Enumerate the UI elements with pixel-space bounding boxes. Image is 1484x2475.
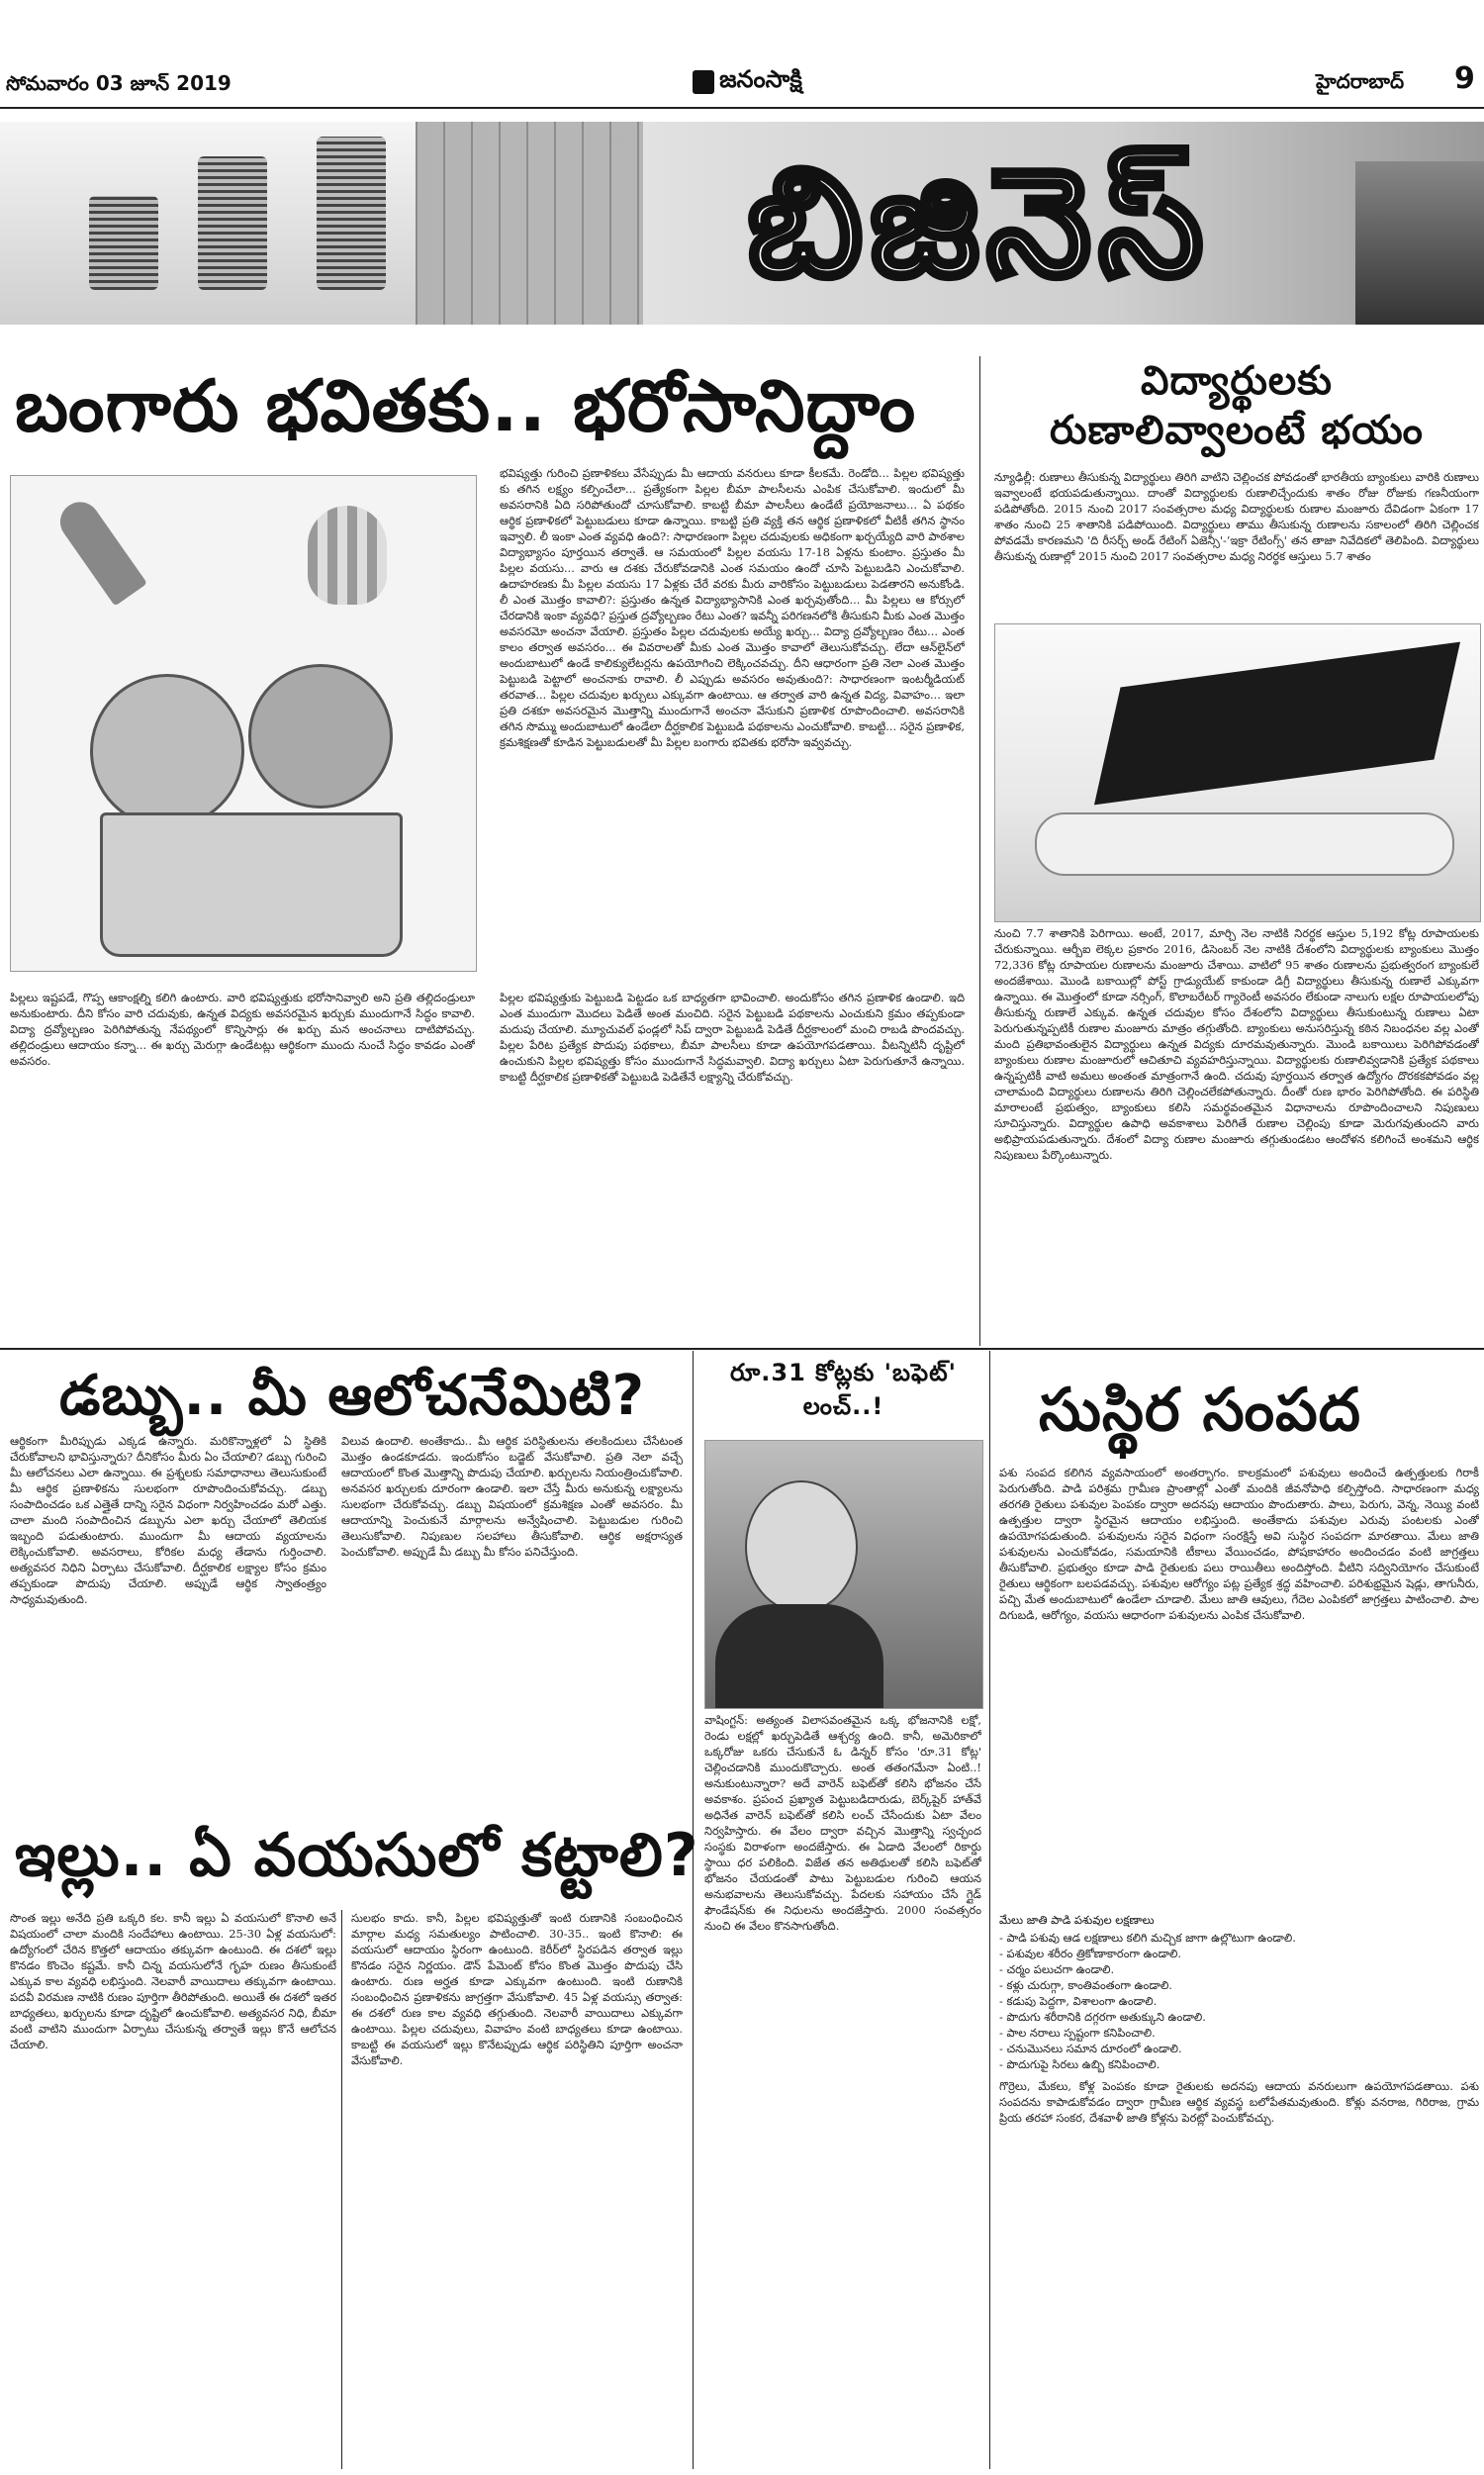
masthead-logo (693, 65, 802, 99)
masthead-name: జనంసాక్షి (719, 65, 802, 93)
city-name: హైదరాబాద్ (1316, 69, 1405, 93)
article-body: సొంత ఇల్లు అనేది ప్రతి ఒక్కరి కల. కానీ ఇల్లు ఏ వయసులో కొనాలి అనే విషయంలో చాలా మందికి సందేహాలు ఉంటాయి. 25-30 ఏళ్ల వయసులో: ఉద్యోగంలో చేరిన కొత్తలో ఆదాయం తక్కువగా ఉంటుంది. ఈ దశలో ఇల్లు కొనడం కొంచెం కష్టమే. కానీ చిన్న వయసులోనే గృహ రుణం తీసుకుంటే ఎక్కువ కాల వ్యవధి లభిస్తుంది. నెలవారీ వాయిదాలు తక్కువగా ఉంటాయి. పదవీ విరమణ నాటికి రుణం పూర్తిగా తీరిపోతుంది. అయితే ఈ దశలో ఇతర బాధ్యతలు, ఖర్చులను కూడా దృష్టిలో ఉంచుకోవాలి. అత్యవసర నిధి, బీమా వంటి వాటిని ముందుగా ఏర్పాటు చేసుకున్న తర్వాతే ఇల్లు కొనే ఆలోచన చేయాలి. (10, 1911, 336, 2051)
article-headline (999, 356, 1474, 455)
diploma-scroll (1035, 812, 1454, 876)
coins-photo (0, 122, 416, 325)
coin-stack (89, 196, 158, 290)
article-headline: ఇల్లు.. ఏ వయసులో కట్టాలి? (15, 1821, 699, 1890)
article-headline (707, 1356, 979, 1423)
section-rule (0, 1348, 1484, 1350)
article-headline: సుస్థిర సంపద (1039, 1376, 1362, 1445)
boy-figure (90, 674, 244, 828)
girl-figure (248, 664, 393, 809)
column-rule (693, 1351, 694, 2469)
stock-exchange-photo (1355, 161, 1484, 325)
list-item: - పాడి పశువు ఆడ లక్షణాలు కలిగి మచ్చిక జాగా ఉల్లొటుగా ఉండాలి. (999, 1931, 1296, 1945)
list-item: - పాల నరాలు స్పష్టంగా కనిపించాలి. (999, 2026, 1156, 2040)
list-item: - పొదుగుపై సిరలు ఉబ్బి కనిపించాలి. (999, 2057, 1160, 2071)
article-headline: డబ్బు.. మీ ఆలోచనేమిటి? (59, 1364, 646, 1428)
list-item: - పొదుగు శరీరానికి దగ్గరగా అతుక్కుని ఉండాలి. (999, 2010, 1206, 2024)
section-banner (0, 122, 1484, 325)
portrait-suit (715, 1604, 883, 1708)
banner-title: బిజినెస్ (748, 138, 1211, 310)
list-item: - చర్మం పలుచగా ఉండాలి. (999, 1962, 1115, 1976)
article-headline: బంగారు భవితకు.. భరోసానిద్దాం (15, 364, 917, 447)
hot-air-balloon-icon (308, 506, 387, 605)
article-body: ఆర్థికంగా మీరిప్పుడు ఎక్కడ ఉన్నారు. మరికొన్నాళ్లలో ఏ స్థితికి చేరుకోవాలని భావిస్తున్నారు? దీనికోసం మీరు ఏం చేయాలి? డబ్బు గురించి మీ ఆలోచనలు ఎలా ఉన్నాయి. ఈ ప్రశ్నలకు సమాధానాలు తెలుసుకుంటే మీ ఆర్థిక ప్రణాళికను సులభంగా రూపొందించుకోవచ్చు. డబ్బు సంపాదించడం ఒక ఎత్తైతే దాన్ని సరైన విధంగా నిర్వహించడం మరో ఎత్తు. చాలా మంది సంపాదించిన డబ్బును ఎలా ఖర్చు చేయాలో తెలియక ఇబ్బంది పడుతుంటారు. ముందుగా మీ ఆదాయ వ్యయాలను లెక్కించుకోవాలి. అవసరాలు, కోరికల మధ్య తేడాను గుర్తించాలి. అత్యవసర నిధిని ఏర్పాటు చేసుకోవాలి. దీర్ఘకాలిక లక్ష్యాల కోసం క్రమం తప్పకుండా పొదుపు చేయాలి. అప్పుడే ఆర్థిక స్వాతంత్ర్యం సాధ్యమవుతుంది. (10, 1434, 326, 1606)
rocket-icon (52, 494, 147, 606)
list-item: - పశువుల శరీరం త్రికోణాకారంగా ఉండాలి. (999, 1947, 1182, 1960)
open-book-icon (100, 812, 403, 957)
graduation-cap-icon (1094, 642, 1460, 806)
logo-mark-icon (693, 70, 714, 94)
article-body: న్యూఢిల్లీ: రుణాలు తీసుకున్న విద్యార్థులు తిరిగి వాటిని చెల్లించక పోవడంతో భారతీయ బ్యాంకులు వారికి రుణాలు ఇవ్వాలంటే భయపడుతున్నాయి. దాంతో విద్యార్థులకు రుణాలిచ్చేందుకు శాతం రోజు రోజుకు గణనీయంగా పడిపోతోంది. 2015 నుంచి 2017 సంవత్సరాల మధ్య విద్యార్థులకు రుణాల మంజూరు దేవిడంగా ఏకంగా 17 శాతం నుంచి 25 శాతానికి పడిపోయింది. విద్యార్థులు తాము తీసుకున్న రుణాలను సకాలంలో తిరిగి చెల్లించక పోవడమే కారణమని 'ది రీసర్చ్ అండ్ రేటింగ్ ఏజెన్సీ'-‘ఇక్రా రేటింగ్స్' తన తాజా నివేదికలో తెలిపింది. విద్యార్థులు తీసుకున్న రుణాల్లో 2015 నుంచి 2017 సంవత్సరాల మధ్య నిరర్థక ఆస్తులు 5.7 శాతం (994, 470, 1479, 563)
coin-stack (317, 137, 386, 290)
list-item: - కడుపు పెద్దగా, విశాలంగా ఉండాలి. (999, 1994, 1158, 2008)
article-body: పిల్లలు ఇష్టపడే, గొప్ప ఆకాంక్షల్ని కలిగి ఉంటారు. వారి భవిష్యత్తుకు భరోసానివ్వాలి అని ప్రతి తల్లిదండ్రులూ అనుకుంటారు. దీని కోసం వారి చదువుకు, ఉన్నత విద్యకు అవసరమైన ఖర్చుకు ముందుగానే సిద్ధం కావాలి. విద్యా ద్రవ్యోల్బణం పెరిగిపోతున్న నేపథ్యంలో కొన్నిసార్లు ఈ ఖర్చు మన అంచనాలు దాటిపోవచ్చు. తల్లిదండ్రులు ఆదాయం కన్నా... ఈ ఖర్చు మెరుగ్గా ఉండేటట్లు ఆర్థికంగా ముందు నుంచే సిద్ధం కావడం ఎంతో అవసరం. (10, 991, 475, 1068)
column-rule (989, 1351, 990, 2469)
article-body: భవిష్యత్తు గురించి ప్రణాళికలు వేసేప్పుడు మీ ఆదాయ వనరులు కూడా కీలకమే. రెండోది... పిల్లల భవిష్యత్తు కు తగిన లక్ష్యం కల్పించేలా... ప్రత్యేకంగా పిల్లల బీమా పాలసీలను ఎంపిక చేసుకోవాలి. ఇందులో మీ అవసరానికి ఏది సరిపోతుందో చూసుకోవాలి. కాబట్టి బీమా పాలసీలు ఉండేటే ప్రయోజనాలు... ఏ పథకం ఆర్థిక ప్రణాళికలో పెట్టుబడులు కూడా ఉన్నాయి. కాబట్టి ప్రతి వ్యక్తి తన ఆర్థిక ప్రణాళికలో వీటికీ తగిన స్థానం ఇవ్వాలి. లీ ఇంకా ఎంత వ్యవధి ఉంది?: సాధారణంగా పిల్లల చదువులకు అధికంగా ఖర్చయ్యేది వారి పాఠశాల విద్యాభ్యాసం పూర్తయిన తర్వాతే. ఆ సమయంలో పిల్లల వయసు 17-18 ఏళ్లను కుంటాం. ప్రస్తుతం మీ పిల్లల వయసు... వారు ఆ దశకు చేరుకోవడానికి ఎంత సమయం ఉందో చూసి పెట్టుబడిని ఎంచుకోవాలి. ఉదాహరణకు మీ పిల్లల వయసు 17 ఏళ్లకు చేరే వరకు మీరు వారికోసం పెట్టుబడులు పెడతారని అనుకోండి. లీ ఎంత మొత్తం కావాలి?: ప్రస్తుతం ఉన్నత విద్యాభ్యాసానికి ఎంత ఖర్చవుతోంది... మీ పిల్లలు ఆ కోర్సులో చేరడానికి ఇంకా వ్యవధి? ప్రస్తుత ద్రవ్యోల్బణం రేటు ఎంత? ఇవన్నీ పరిగణనలోకి తీసుకుని మీకు ఎంత మొత్తం అవసరమో అంచనా వేయాలి. ప్రస్తుతం పిల్లల చదువులకు అయ్యే ఖర్చు... విద్యా ద్రవ్యోల్బణం రేటు... ఎంత కాలం తర్వాత అవసరం... ఈ వివరాలతో మీకు ఎంత మొత్తం కావాలో తెలుసుకోవచ్చు. లేదా ఆన్‌లైన్‌లో అందుబాటులో ఉండే కాలిక్యులేటర్లను ఉపయోగించి లెక్కించవచ్చు. దీని ఆధారంగా ప్రతి నెలా ఎంత మొత్తం పెట్టుబడి పెట్టాలో అంచనాకు రావాలి. లీ ఎప్పుడు అవసరం అవుతుంది?: సాధారణంగా ఇంటర్మీడియట్ తరవాత... పిల్లల చదువుల ఖర్చులు ఎక్కువగా ఉంటాయి. ఆ తర్వాత వారి ఉన్నత విద్య, వివాహం... ఇలా ప్రతి దశకూ అవసరమైన మొత్తాన్ని ముందుగానే అంచనా వేసుకుని ప్రణాళిక రూపొందించాలి. అవసరానికి తగిన సొమ్ము అందుబాటులో ఉండేలా దీర్ఘకాలిక పెట్టుబడి పథకాలను ఎంచుకోవాలి. కాబట్టి... సరైన ప్రణాళిక, క్రమశిక్షణతో కూడిన పెట్టుబడులతో మీ పిల్లల బంగారు భవితకు భరోసా ఇవ్వవచ్చు. (500, 466, 965, 749)
stock-graph-photo (416, 122, 643, 325)
coin-stack (198, 156, 267, 290)
list-title: మేలు జాతి పాడి పశువుల లక్షణాలు (999, 1913, 1155, 1927)
article-body: పిల్లల భవిష్యత్తుకు పెట్టుబడి పెట్టడం ఒక బాధ్యతగా భావించాలి. అందుకోసం తగిన ప్రణాళిక ఉండాలి. ఇది ఎంత ముందుగా మొదలు పెడితే అంత మంచిది. సరైన పెట్టుబడి పథకాలను ఎంచుకుని క్రమం తప్పకుండా మదుపు చేయాలి. మ్యూచువల్ ఫండ్లలో సిప్ ద్వారా పెట్టుబడి పెడితే దీర్ఘకాలంలో మంచి రాబడి పొందవచ్చు. పిల్లల పేరిట ప్రత్యేక పొదుపు పథకాలు, బీమా పాలసీలు కూడా ఉపయోగపడతాయి. వీటన్నిటినీ దృష్టిలో ఉంచుకుని పిల్లల భవిష్యత్తు కోసం ముందుగానే సిద్ధమవ్వాలి. విద్యా ఖర్చులు ఏటా పెరుగుతూనే ఉన్నాయి. కాబట్టి దీర్ఘకాలిక ప్రణాళికతో పెట్టుబడి పెడితేనే లక్ష్యాన్ని చేరుకోవచ్చు. (500, 991, 965, 1084)
column-rule (341, 1910, 342, 2469)
page-number: 9 (1454, 61, 1475, 96)
header-rule (0, 107, 1484, 109)
issue-date: సోమవారం 03 జూన్ 2019 (6, 71, 232, 95)
headline-line: రూ.31 కోట్లకు 'బఫెట్' లంచ్..! (730, 1359, 957, 1420)
warren-buffett-photo (704, 1440, 983, 1709)
article-body: వాషింగ్టన్: అత్యంత విలాసవంతమైన ఒక్క భోజనానికి లక్షో, రెండు లక్షల్లో ఖర్చుపెడితే ఆశ్చర్య ఉంది. కానీ, అమెరికాలో ఒక్కరోజు ఒకరు చేసుకునే ఓ డిన్నర్ కోసం 'రూ.31 కోట్ల' చెల్లించడానికి ముందుకొచ్చారు. అంత తతంగమేనా ఏంటి..! అనుకుంటున్నారా? అదే వారెన్ బఫెట్‌తో కలిసి భోజనం చేసే అవకాశం. ప్రపంచ ప్రఖ్యాత పెట్టుబడిదారుడు, బెర్క్‌షైర్ హాత్‌వే అధినేత వారెన్ బఫెట్‌తో కలిసి లంచ్ చేసేందుకు ఏటా వేలం నిర్వహిస్తారు. ఈ వేలం ద్వారా వచ్చిన మొత్తాన్ని స్వచ్ఛంద సంస్థకు విరాళంగా అందజేస్తారు. ఈ ఏడాది వేలంలో రికార్డు స్థాయి ధర పలికింది. విజేత తన అతిథులతో కలిసి బఫెట్‌తో భోజనం చేయడంతో పాటు పెట్టుబడుల గురించి ఆయన అనుభవాలను తెలుసుకోవచ్చు. పేదలకు సహాయం చేసే గ్లైడ్ ఫౌండేషన్‌కు ఈ నిధులను అందజేస్తారు. 2000 సంవత్సరం నుంచి ఈ వేలం కొనసాగుతోంది. (704, 1713, 981, 1933)
column-rule (979, 356, 980, 1346)
list-item: - చనుమొనలు సమాన దూరంలో ఉండాలి. (999, 2042, 1182, 2055)
headline-line: విద్యార్థులకు రుణాలివ్వాలంటే భయం (1050, 358, 1424, 453)
feature-list (999, 1930, 1479, 2072)
graduation-cap-photo (994, 623, 1481, 922)
article-body: సులభం కాదు. కానీ, పిల్లల భవిష్యత్తుతో ఇంటి రుణానికి సంబంధించిన మార్గాల మధ్య సమతుల్యం పాటించాలి. 30-35.. ఇంటి కొనాలి: ఈ వయసులో ఆదాయం స్థిరంగా ఉంటుంది. కెరీర్‌లో స్థిరపడిన తర్వాత ఇల్లు కొనడం సరైన నిర్ణయం. డౌన్ పేమెంట్ కోసం కొంత మొత్తం పొదుపు చేసి ఉంటారు. రుణ అర్హత కూడా ఎక్కువగా ఉంటుంది. ఇంటి రుణానికి సంబంధించిన ప్రణాళికను జాగ్రత్తగా వేసుకోవాలి. 45 ఏళ్ల వయస్సు తర్వాత: ఈ దశలో రుణ కాల వ్యవధి తగ్గుతుంది. నెలవారీ వాయిదాలు ఎక్కువగా ఉంటాయి. పిల్లల చదువులు, వివాహం వంటి బాధ్యతలు కూడా ఉంటాయి. కాబట్టి ఈ వయసులో ఇల్లు కొనేటప్పుడు ఆర్థిక పరిస్థితిని పూర్తిగా అంచనా వేసుకోవాలి. (351, 1911, 683, 2067)
article-body: గొర్రెలు, మేకలు, కోళ్ల పెంపకం కూడా రైతులకు అదనపు ఆదాయ వనరులుగా ఉపయోగపడతాయి. పశు సంపదను కాపాడుకోవడం ద్వారా గ్రామీణ ఆర్థిక వ్యవస్థ బలోపేతమవుతుంది. కోళ్లు వనరాజ, గిరిరాజ, గ్రామ ప్రియ తరహా సంకర, దేశవాళీ జాతి కోళ్లను పెరట్లో పెంచుకోవచ్చు. (999, 2079, 1479, 2125)
article-body: పశు సంపద కలిగిన వ్యవసాయంలో అంతర్భాగం. కాలక్రమంలో పశువులు అందించే ఉత్పత్తులకు గిరాకీ పెరుగుతోంది. పాడి పరిశ్రమ గ్రామీణ ప్రాంతాల్లో ఎంతో మందికి జీవనోపాధి కల్పిస్తోంది. సాధారణంగా మధ్య తరగతి రైతులు పశువుల పెంపకం ద్వారా అదనపు ఆదాయం పొందుతారు. పాలు, పెరుగు, వెన్న, నెయ్యి వంటి ఉత్పత్తుల ద్వారా స్థిరమైన ఆదాయం లభిస్తుంది. అంతేకాదు పశువుల ఎరువు పంటలకు ఎంతో ఉపయోగపడుతుంది. పశువులను సరైన విధంగా సంరక్షిస్తే అవి సుస్థిర సంపదగా మారతాయి. మేలు జాతి పశువులను ఎంచుకోవడం, సమయానికి టీకాలు వేయించడం, పోషకాహారం అందించడం వంటి జాగ్రత్తలు తీసుకోవాలి. ప్రభుత్వం కూడా పాడి రైతులకు పలు రాయితీలు అందిస్తోంది. వీటిని సద్వినియోగం చేసుకుంటే రైతులు ఆర్థికంగా బలపడవచ్చు. పశువుల ఆరోగ్యం పట్ల ప్రత్యేక శ్రద్ధ వహించాలి. పరిశుభ్రమైన షెడ్లు, తాగునీరు, పచ్చి మేత అందుబాటులో ఉండేలా చూడాలి. మేలు జాతి ఆవులు, గేదెల ఎంపికలో జాగ్రత్తలు పాటించాలి. పాల దిగుబడి, ఆరోగ్యం, వయసు ఆధారంగా పశువులను ఎంపిక చేసుకోవాలి. (999, 1466, 1479, 1622)
list-item: - కళ్లు చురుగ్గా, కాంతివంతంగా ఉండాలి. (999, 1978, 1172, 1992)
portrait-face (745, 1480, 858, 1613)
article-body: విలువ ఉందాలి. అంతేకాదు.. మీ ఆర్థిక పరిస్థితులను తలకిందులు చేసేటంత మొత్తం ఉండకూడదు. ఇందుకోసం బడ్జెట్ వేసుకోవాలి. ప్రతి నెలా వచ్చే ఆదాయంలో కొంత మొత్తాన్ని పొదుపు చేయాలి. ఖర్చులను నియంత్రించుకోవాలి. అనవసర ఖర్చులకు దూరంగా ఉండాలి. ఇలా చేస్తే మీరు అనుకున్న లక్ష్యాలను సులభంగా చేరుకోవచ్చు. డబ్బు విషయంలో క్రమశిక్షణ ఎంతో అవసరం. మీ ఆదాయాన్ని పెంచుకునే మార్గాలను అన్వేషించాలి. పెట్టుబడుల గురించి తెలుసుకోవాలి. నిపుణుల సలహాలు తీసుకోవాలి. ఆర్థిక అక్షరాస్యత పెంచుకోవాలి. అప్పుడే మీ డబ్బు మీ కోసం పనిచేస్తుంది. (341, 1434, 683, 1559)
article-body: నుంచి 7.7 శాతానికి పెరిగాయి. అంటే, 2017, మార్చి నెల నాటికి నిరర్థక ఆస్తుల 5,192 కోట్ల రూపాయలకు చేరుకున్నాయి. ఆర్బీఐ లెక్కల ప్రకారం 2016, డిసెంబర్ నెల నాటికి దేశంలోని విద్యార్థులకు బ్యాంకులు మొత్తం 72,336 కోట్ల రూపాయల రుణాలను మంజూరు చేశాయి. వాటిలో 95 శాతం రుణాలను ప్రభుత్వరంగ బ్యాంకులే అందజేశాయి. మొండి బకాయిల్లో పోస్ట్ గ్రాడ్యుయేట్ కాకుండా డిగ్రీ విద్యార్థులు తీసుకున్న రుణాలే ఎక్కువగా ఉన్నాయి. ఈ మొత్తంలో కూడా నర్సింగ్, కొలాబరేటర్ గ్యారెంటీ అవసరం లేకుండా నాలుగు లక్షల రూపాయలలోపు తీసుకున్న రుణాలే ఎక్కువ. ఉన్నత చదువుల కోసం దేశంలోని విద్యార్థులు తీసుకుంటున్న రుణాలు ఏటా పెరుగుతున్నప్పటికీ రుణాల మంజూరు మాత్రం తగ్గుతోంది. బ్యాంకులు అనుసరిస్తున్న కఠిన నిబంధనల వల్ల ఎంతో మంది ప్రతిభావంతులైన విద్యార్థులు ఉన్నత విద్యకు దూరమవుతున్నారు. మొండి బకాయిలు పెరిగిపోవడంతో బ్యాంకులు రుణాల మంజూరులో ఆచితూచి వ్యవహరిస్తున్నాయి. విద్యార్థులకు రుణాలివ్వడానికి ప్రత్యేక పథకాలు ఉన్నప్పటికీ వాటి అమలు అంతంత మాత్రంగానే ఉంది. చదువు పూర్తయిన తర్వాత ఉద్యోగం దొరకకపోవడం వల్ల చాలామంది విద్యార్థులు రుణాలను తిరిగి చెల్లించలేకపోతున్నారు. దీంతో రుణ భారం పెరిగిపోతోంది. ఈ పరిస్థితి మారాలంటే ప్రభుత్వం, బ్యాంకులు కలిసి సమర్థవంతమైన విధానాలను రూపొందించాలని నిపుణులు సూచిస్తున్నారు. విద్యార్థుల ఉపాధి అవకాశాలు పెరిగితే రుణాల చెల్లింపు కూడా మెరుగవుతుందని వారు అభిప్రాయపడుతున్నారు. దేశంలో విద్యా రుణాల మంజూరు తగ్గుతుండటం ఆందోళన కలిగించే అంశమని ఆర్థిక నిపుణులు పేర్కొంటున్నారు. (994, 926, 1479, 1162)
kids-reading-illustration (10, 475, 477, 972)
